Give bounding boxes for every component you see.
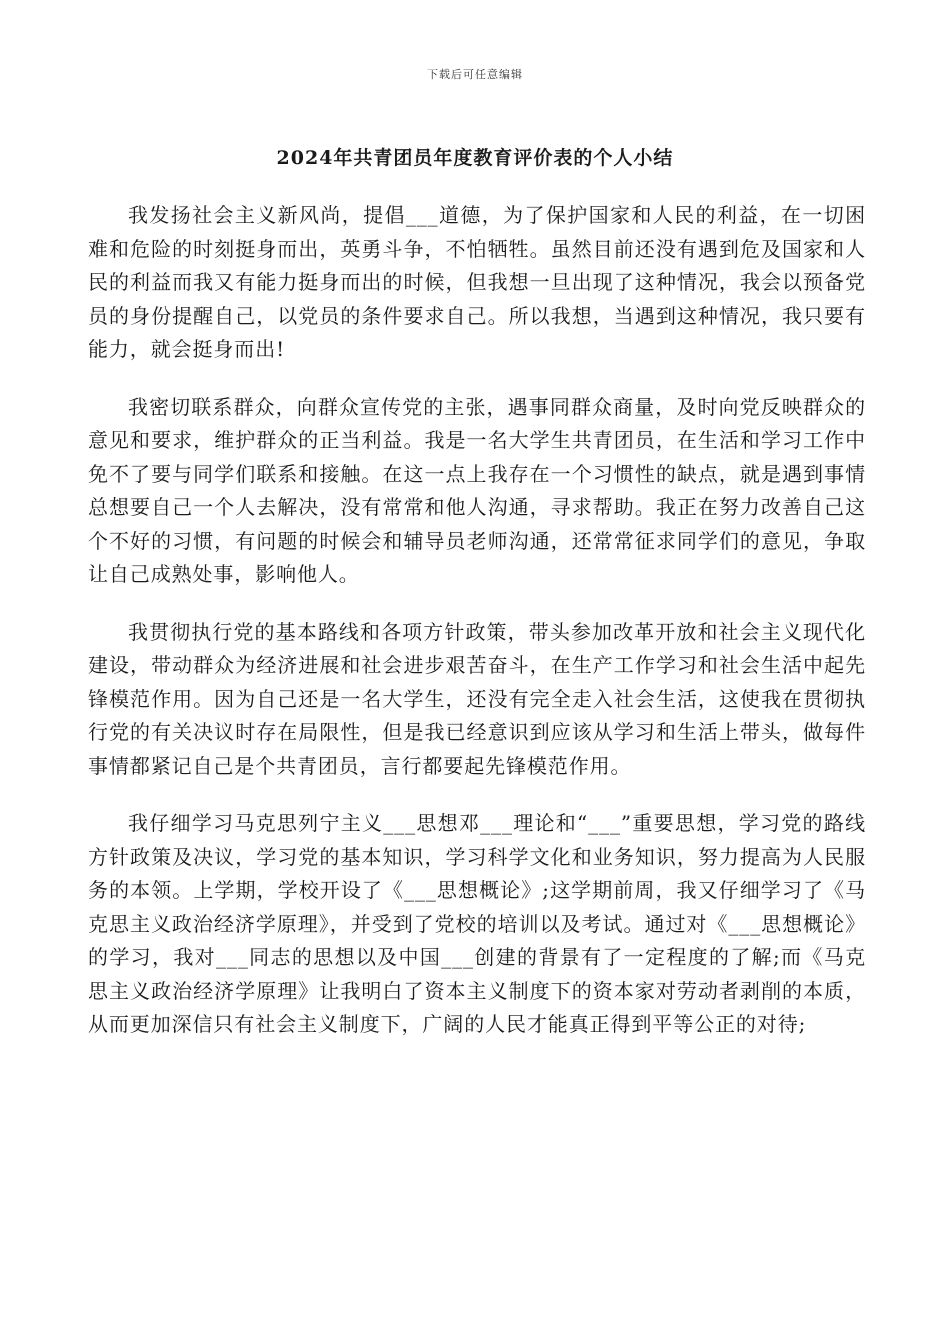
document-title: 2024年共青团员年度教育评价表的个人小结 xyxy=(276,147,674,169)
document-body xyxy=(88,199,866,1066)
paragraph-1: 我发扬社会主义新风尚，提倡___道德，为了保护国家和人民的利益，在一切困难和危险的时刻挺身而出，英勇斗争，不怕牺牲。虽然目前还没有遇到危及国家和人民的利益而我又有能力挺身而出的时候，但我想一旦出现了这种情况，我会以预备党员的身份提醒自己，以党员的条件要求自己。所以我想，当遇到这种情况，我只要有能力，就会挺身而出! xyxy=(88,203,866,361)
paragraph-4: 我仔细学习马克思列宁主义___思想邓___理论和“___”重要思想，学习党的路线方针政策及决议，学习党的基本知识，学习科学文化和业务知识，努力提高为人民服务的本领。上学期，学校开设了《___思想概论》;这学期前周，我又仔细学习了《马克思主义政治经济学原理》，并受到了党校的培训以及考试。通过对《___思想概论》的学习，我对___同志的思想以及中国___创建的背景有了一定程度的了解;而《马克思主义政治经济学原理》让我明白了资本主义制度下的资本家对劳动者剥削的本质，从而更加深信只有社会主义制度下，广阔的人民才能真正得到平等公正的对待; xyxy=(88,811,866,1036)
header-note: 下载后可任意编辑 xyxy=(427,68,523,81)
paragraph-3: 我贯彻执行党的基本路线和各项方针政策，带头参加改革开放和社会主义现代化建设，带动群众为经济进展和社会进步艰苦奋斗，在生产工作学习和社会生活中起先锋模范作用。因为自己还是一名大学生，还没有完全走入社会生活，这使我在贯彻执行党的有关决议时存在局限性，但是我已经意识到应该从学习和生活上带头，做每件事情都紧记自己是个共青团员，言行都要起先锋模范作用。 xyxy=(88,619,866,778)
paragraph-2: 我密切联系群众，向群众宣传党的主张，遇事同群众商量，及时向党反映群众的意见和要求，维护群众的正当利益。我是一名大学生共青团员，在生活和学习工作中免不了要与同学们联系和接触。在这一点上我存在一个习惯性的缺点，就是遇到事情总想要自己一个人去解决，没有常常和他人沟通，寻求帮助。我正在努力改善自己这个不好的习惯，有问题的时候会和辅导员老师沟通，还常常征求同学们的意见，争取让自己成熟处事，影响他人。 xyxy=(88,394,866,586)
